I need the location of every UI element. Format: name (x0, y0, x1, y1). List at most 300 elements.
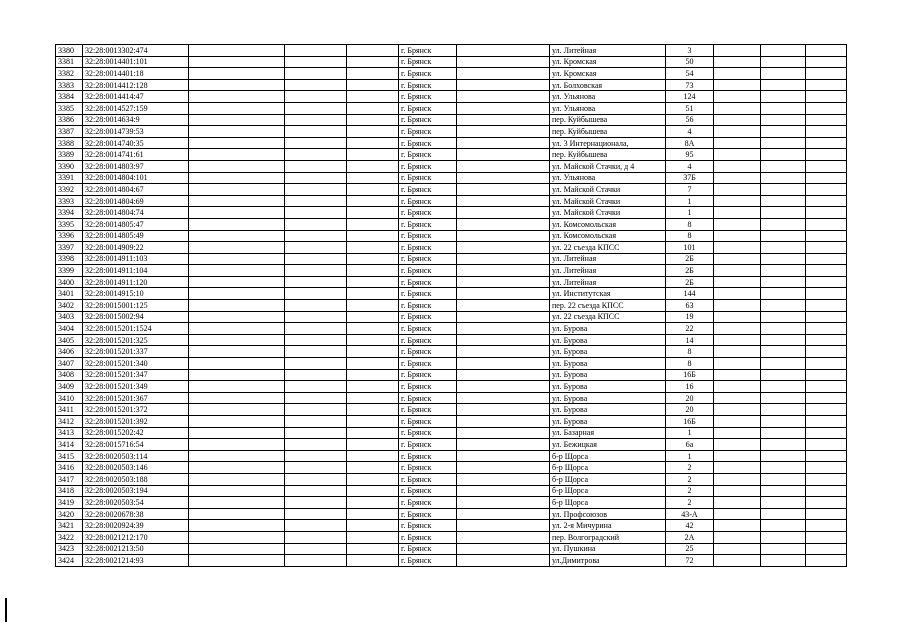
empty-cell (806, 497, 847, 509)
street-cell: ул. Бурова (550, 416, 666, 428)
table-row (56, 485, 847, 497)
cadastral-number: 32:28:0020503:114 (83, 450, 189, 462)
cadastral-number: 32:28:0020503:194 (83, 485, 189, 497)
city-cell: г. Брянск (399, 543, 457, 555)
row-number: 3399 (56, 265, 83, 277)
house-number-cell: 1 (666, 450, 714, 462)
cadastral-number: 32:28:0014805:49 (83, 230, 189, 242)
house-number-cell: 37Б (666, 172, 714, 184)
street-cell: ул. Ульянова (550, 102, 666, 114)
empty-cell (285, 497, 347, 509)
empty-cell (714, 392, 761, 404)
empty-cell (761, 497, 806, 509)
house-number-cell: 7 (666, 184, 714, 196)
empty-cell (457, 68, 550, 80)
city-cell: г. Брянск (399, 265, 457, 277)
empty-cell (189, 311, 285, 323)
row-number: 3416 (56, 462, 83, 474)
street-cell: пер. Куйбышева (550, 149, 666, 161)
empty-cell (457, 230, 550, 242)
cadastral-number: 32:28:0015201:325 (83, 334, 189, 346)
house-number-cell: 42 (666, 520, 714, 532)
table-row (56, 416, 847, 428)
cadastral-number: 32:28:0021214:93 (83, 555, 189, 567)
empty-cell (285, 114, 347, 126)
cadastral-number: 32:28:0014804:101 (83, 172, 189, 184)
city-cell: г. Брянск (399, 218, 457, 230)
empty-cell (285, 149, 347, 161)
house-number-cell: 16Б (666, 416, 714, 428)
empty-cell (457, 242, 550, 254)
empty-cell (285, 334, 347, 346)
empty-cell (347, 56, 399, 68)
empty-cell (806, 218, 847, 230)
empty-cell (714, 230, 761, 242)
empty-cell (714, 45, 761, 57)
row-number: 3405 (56, 334, 83, 346)
empty-cell (806, 102, 847, 114)
empty-cell (457, 207, 550, 219)
house-number-cell: 4 (666, 126, 714, 138)
empty-cell (761, 242, 806, 254)
empty-cell (761, 439, 806, 451)
street-cell: б-р Щорса (550, 497, 666, 509)
cadastral-number: 32:28:0014804:69 (83, 195, 189, 207)
city-cell: г. Брянск (399, 508, 457, 520)
empty-cell (285, 172, 347, 184)
cadastral-number: 32:28:0015201:337 (83, 346, 189, 358)
row-number: 3396 (56, 230, 83, 242)
table-row (56, 114, 847, 126)
empty-cell (761, 265, 806, 277)
empty-cell (189, 508, 285, 520)
street-cell: ул. Институтская (550, 288, 666, 300)
city-cell: г. Брянск (399, 68, 457, 80)
table-row (56, 68, 847, 80)
empty-cell (761, 218, 806, 230)
cadastral-number: 32:28:0015201:372 (83, 404, 189, 416)
row-number: 3421 (56, 520, 83, 532)
empty-cell (189, 555, 285, 567)
table-row (56, 531, 847, 543)
house-number-cell: 2 (666, 485, 714, 497)
table-row (56, 404, 847, 416)
table-row (56, 91, 847, 103)
empty-cell (714, 253, 761, 265)
city-cell: г. Брянск (399, 404, 457, 416)
empty-cell (285, 126, 347, 138)
street-cell: ул. Профсоюзов (550, 508, 666, 520)
empty-cell (714, 242, 761, 254)
house-number-cell: 8 (666, 346, 714, 358)
city-cell: г. Брянск (399, 416, 457, 428)
empty-cell (285, 520, 347, 532)
row-number: 3406 (56, 346, 83, 358)
empty-cell (806, 334, 847, 346)
city-cell: г. Брянск (399, 137, 457, 149)
empty-cell (714, 56, 761, 68)
table-row (56, 276, 847, 288)
empty-cell (285, 45, 347, 57)
row-number: 3402 (56, 300, 83, 312)
empty-cell (457, 56, 550, 68)
table-row (56, 149, 847, 161)
empty-cell (285, 137, 347, 149)
empty-cell (347, 207, 399, 219)
table-row (56, 253, 847, 265)
empty-cell (285, 485, 347, 497)
empty-cell (347, 462, 399, 474)
city-cell: г. Брянск (399, 160, 457, 172)
cadastral-number: 32:28:0014634:9 (83, 114, 189, 126)
city-cell: г. Брянск (399, 79, 457, 91)
empty-cell (806, 276, 847, 288)
empty-cell (457, 149, 550, 161)
empty-cell (714, 126, 761, 138)
table-row (56, 520, 847, 532)
empty-cell (761, 230, 806, 242)
city-cell: г. Брянск (399, 555, 457, 567)
empty-cell (285, 323, 347, 335)
city-cell: г. Брянск (399, 195, 457, 207)
empty-cell (761, 102, 806, 114)
empty-cell (285, 531, 347, 543)
empty-cell (457, 126, 550, 138)
empty-cell (457, 276, 550, 288)
empty-cell (761, 392, 806, 404)
house-number-cell: 51 (666, 102, 714, 114)
empty-cell (714, 79, 761, 91)
row-number: 3394 (56, 207, 83, 219)
empty-cell (347, 392, 399, 404)
empty-cell (761, 91, 806, 103)
city-cell: г. Брянск (399, 300, 457, 312)
empty-cell (806, 462, 847, 474)
empty-cell (761, 450, 806, 462)
row-number: 3391 (56, 172, 83, 184)
row-number: 3422 (56, 531, 83, 543)
empty-cell (457, 195, 550, 207)
table-row (56, 543, 847, 555)
empty-cell (189, 300, 285, 312)
empty-cell (761, 416, 806, 428)
empty-cell (761, 346, 806, 358)
empty-cell (714, 543, 761, 555)
house-number-cell: 72 (666, 555, 714, 567)
empty-cell (714, 531, 761, 543)
street-cell: б-р Щорса (550, 485, 666, 497)
empty-cell (761, 508, 806, 520)
house-number-cell: 2 (666, 473, 714, 485)
empty-cell (285, 242, 347, 254)
empty-cell (189, 543, 285, 555)
empty-cell (457, 45, 550, 57)
empty-cell (347, 439, 399, 451)
house-number-cell: 25 (666, 543, 714, 555)
empty-cell (761, 68, 806, 80)
empty-cell (285, 439, 347, 451)
row-number: 3385 (56, 102, 83, 114)
empty-cell (189, 439, 285, 451)
empty-cell (347, 334, 399, 346)
street-cell: ул. Бурова (550, 346, 666, 358)
empty-cell (347, 555, 399, 567)
city-cell: г. Брянск (399, 45, 457, 57)
empty-cell (285, 276, 347, 288)
empty-cell (347, 276, 399, 288)
street-cell: ул. Бурова (550, 323, 666, 335)
row-number: 3382 (56, 68, 83, 80)
row-number: 3424 (56, 555, 83, 567)
empty-cell (189, 323, 285, 335)
table-row (56, 427, 847, 439)
empty-cell (457, 450, 550, 462)
empty-cell (806, 253, 847, 265)
table-row (56, 184, 847, 196)
empty-cell (457, 531, 550, 543)
empty-cell (347, 427, 399, 439)
empty-cell (806, 369, 847, 381)
table-row (56, 45, 847, 57)
empty-cell (189, 172, 285, 184)
table-row (56, 288, 847, 300)
empty-cell (714, 497, 761, 509)
empty-cell (285, 102, 347, 114)
table-row (56, 195, 847, 207)
empty-cell (347, 288, 399, 300)
empty-cell (761, 56, 806, 68)
table-row (56, 230, 847, 242)
house-number-cell: 16 (666, 381, 714, 393)
row-number: 3383 (56, 79, 83, 91)
empty-cell (189, 91, 285, 103)
empty-cell (285, 358, 347, 370)
empty-cell (457, 473, 550, 485)
empty-cell (347, 126, 399, 138)
empty-cell (347, 114, 399, 126)
empty-cell (457, 253, 550, 265)
cadastral-number: 32:28:0015002:94 (83, 311, 189, 323)
empty-cell (714, 160, 761, 172)
empty-cell (189, 392, 285, 404)
cadastral-number: 32:28:0014909:22 (83, 242, 189, 254)
empty-cell (457, 218, 550, 230)
empty-cell (806, 265, 847, 277)
empty-cell (806, 358, 847, 370)
empty-cell (189, 531, 285, 543)
empty-cell (761, 137, 806, 149)
empty-cell (285, 369, 347, 381)
cadastral-number: 32:28:0020924:39 (83, 520, 189, 532)
cadastral-number: 32:28:0014911:104 (83, 265, 189, 277)
cadastral-number: 32:28:0014804:67 (83, 184, 189, 196)
empty-cell (457, 520, 550, 532)
empty-cell (189, 473, 285, 485)
table-row (56, 102, 847, 114)
empty-cell (806, 79, 847, 91)
empty-cell (285, 79, 347, 91)
house-number-cell: 2 (666, 462, 714, 474)
empty-cell (285, 508, 347, 520)
city-cell: г. Брянск (399, 392, 457, 404)
street-cell: ул. Майской Стачки (550, 184, 666, 196)
empty-cell (714, 311, 761, 323)
street-cell: ул. Комсомольская (550, 230, 666, 242)
house-number-cell: 1 (666, 427, 714, 439)
house-number-cell: 2А (666, 531, 714, 543)
empty-cell (457, 114, 550, 126)
empty-cell (761, 323, 806, 335)
empty-cell (714, 288, 761, 300)
city-cell: г. Брянск (399, 253, 457, 265)
table-row (56, 508, 847, 520)
empty-cell (761, 184, 806, 196)
empty-cell (761, 288, 806, 300)
empty-cell (285, 195, 347, 207)
empty-cell (714, 508, 761, 520)
empty-cell (806, 323, 847, 335)
empty-cell (285, 450, 347, 462)
empty-cell (457, 265, 550, 277)
empty-cell (285, 392, 347, 404)
row-number: 3423 (56, 543, 83, 555)
empty-cell (714, 439, 761, 451)
city-cell: г. Брянск (399, 520, 457, 532)
street-cell: пер. Куйбышева (550, 114, 666, 126)
city-cell: г. Брянск (399, 91, 457, 103)
empty-cell (285, 253, 347, 265)
empty-cell (806, 346, 847, 358)
city-cell: г. Брянск (399, 450, 457, 462)
cadastral-number: 32:28:0014527:159 (83, 102, 189, 114)
table-row (56, 265, 847, 277)
empty-cell (347, 137, 399, 149)
empty-cell (189, 149, 285, 161)
row-number: 3401 (56, 288, 83, 300)
house-number-cell: 95 (666, 149, 714, 161)
empty-cell (806, 149, 847, 161)
empty-cell (714, 485, 761, 497)
empty-cell (714, 195, 761, 207)
empty-cell (457, 404, 550, 416)
empty-cell (285, 265, 347, 277)
empty-cell (347, 485, 399, 497)
cadastral-number: 32:28:0015201:340 (83, 358, 189, 370)
empty-cell (714, 416, 761, 428)
empty-cell (347, 450, 399, 462)
city-cell: г. Брянск (399, 149, 457, 161)
empty-cell (347, 184, 399, 196)
house-number-cell: 2 (666, 497, 714, 509)
empty-cell (761, 404, 806, 416)
cadastral-number: 32:28:0014412:128 (83, 79, 189, 91)
city-cell: г. Брянск (399, 288, 457, 300)
empty-cell (761, 531, 806, 543)
registry-table (55, 44, 847, 567)
empty-cell (347, 68, 399, 80)
empty-cell (761, 520, 806, 532)
empty-cell (285, 56, 347, 68)
empty-cell (714, 149, 761, 161)
empty-cell (285, 300, 347, 312)
empty-cell (347, 473, 399, 485)
empty-cell (189, 265, 285, 277)
street-cell: ул. Майской Стачки, д 4 (550, 160, 666, 172)
empty-cell (347, 300, 399, 312)
house-number-cell: 22 (666, 323, 714, 335)
cadastral-number: 32:28:0020503:54 (83, 497, 189, 509)
house-number-cell: 20 (666, 392, 714, 404)
table-row (56, 207, 847, 219)
empty-cell (714, 450, 761, 462)
empty-cell (457, 485, 550, 497)
empty-cell (806, 45, 847, 57)
empty-cell (347, 346, 399, 358)
table-row (56, 137, 847, 149)
street-cell: ул. Бурова (550, 369, 666, 381)
cadastral-number: 32:28:0015201:1524 (83, 323, 189, 335)
empty-cell (806, 555, 847, 567)
house-number-cell: 124 (666, 91, 714, 103)
empty-cell (457, 555, 550, 567)
cadastral-number: 32:28:0014911:103 (83, 253, 189, 265)
empty-cell (714, 184, 761, 196)
empty-cell (806, 137, 847, 149)
cadastral-number: 32:28:0014401:101 (83, 56, 189, 68)
empty-cell (761, 543, 806, 555)
empty-cell (347, 45, 399, 57)
house-number-cell: 19 (666, 311, 714, 323)
house-number-cell: 144 (666, 288, 714, 300)
street-cell: ул. Ульянова (550, 91, 666, 103)
street-cell: ул. Базарная (550, 427, 666, 439)
empty-cell (457, 543, 550, 555)
empty-cell (347, 520, 399, 532)
empty-cell (347, 79, 399, 91)
empty-cell (457, 300, 550, 312)
street-cell: б-р Щорса (550, 473, 666, 485)
empty-cell (347, 102, 399, 114)
table-row (56, 346, 847, 358)
street-cell: ул. Пушкина (550, 543, 666, 555)
house-number-cell: 3 (666, 45, 714, 57)
cadastral-number: 32:28:0020678:38 (83, 508, 189, 520)
row-number: 3410 (56, 392, 83, 404)
empty-cell (457, 381, 550, 393)
row-number: 3408 (56, 369, 83, 381)
city-cell: г. Брянск (399, 473, 457, 485)
city-cell: г. Брянск (399, 427, 457, 439)
empty-cell (714, 207, 761, 219)
empty-cell (806, 508, 847, 520)
city-cell: г. Брянск (399, 276, 457, 288)
empty-cell (189, 56, 285, 68)
empty-cell (189, 102, 285, 114)
table-row (56, 172, 847, 184)
house-number-cell: 14 (666, 334, 714, 346)
empty-cell (806, 392, 847, 404)
empty-cell (285, 404, 347, 416)
empty-cell (761, 427, 806, 439)
empty-cell (761, 126, 806, 138)
registry-rows (56, 45, 847, 567)
empty-cell (806, 114, 847, 126)
city-cell: г. Брянск (399, 126, 457, 138)
empty-cell (806, 288, 847, 300)
house-number-cell: 1 (666, 195, 714, 207)
city-cell: г. Брянск (399, 172, 457, 184)
empty-cell (189, 358, 285, 370)
